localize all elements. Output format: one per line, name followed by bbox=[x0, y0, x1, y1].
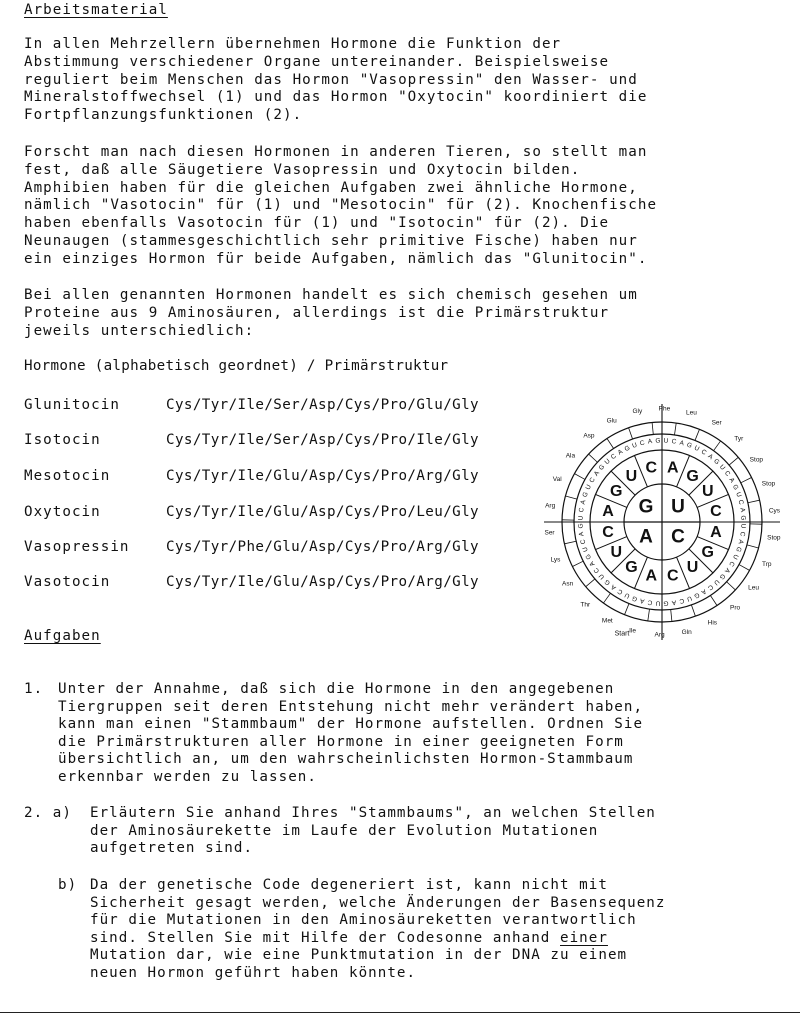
code-sun-amino-acid: Glu bbox=[606, 417, 617, 425]
code-sun-base-3: C bbox=[588, 476, 597, 485]
code-sun-base-3: U bbox=[734, 491, 743, 499]
hormone-row bbox=[24, 539, 544, 559]
code-sun-base-3: A bbox=[736, 538, 745, 545]
task-text-part: Mutation dar, wie eine Punktmutation in der DNA zu einem neuen Hormon geführt haben könnte. bbox=[90, 947, 628, 981]
task-number: 1. bbox=[24, 681, 44, 697]
task-emphasis: einer bbox=[560, 929, 608, 946]
code-sun-base-3: G bbox=[597, 463, 607, 472]
code-sun-outer-tick bbox=[574, 474, 585, 480]
code-sun-base-3: G bbox=[717, 572, 727, 581]
code-sun-outer-tick bbox=[748, 500, 760, 503]
code-sun-amino-acid: Stop bbox=[749, 456, 764, 464]
code-sun-amino-acid: Gly bbox=[632, 408, 643, 416]
code-sun-start-label: Start bbox=[614, 630, 630, 638]
code-sun-base-3: A bbox=[578, 531, 586, 537]
code-sun-outer-tick bbox=[741, 477, 752, 482]
code-sun-amino-acid: Pro bbox=[730, 604, 741, 612]
code-sun-base-3: U bbox=[717, 463, 727, 472]
code-sun-base-3: U bbox=[597, 572, 607, 581]
code-sun-base-3: C bbox=[727, 559, 736, 568]
code-sun-amino-acid: Ala bbox=[565, 452, 576, 460]
hormone-row bbox=[24, 397, 544, 417]
bottom-divider bbox=[0, 1012, 800, 1013]
code-sun-base-3: U bbox=[693, 444, 701, 453]
code-sun-amino-acid: Tyr bbox=[734, 435, 744, 443]
code-sun-base-3: A bbox=[706, 452, 715, 462]
code-sun-base-2: U bbox=[686, 559, 699, 577]
code-sun-base-3: C bbox=[639, 439, 646, 448]
hormone-sequence: Cys/Tyr/Ile/Glu/Asp/Cys/Pro/Leu/Gly bbox=[166, 504, 479, 520]
code-sun-outer-tick bbox=[625, 604, 629, 615]
code-sun-base-2: G bbox=[701, 544, 714, 562]
code-sun-base-1: A bbox=[639, 526, 653, 548]
code-sun-outer-tick bbox=[674, 423, 676, 435]
code-sun-base-3: A bbox=[722, 566, 732, 575]
code-sun-amino-acid: Stop bbox=[767, 534, 781, 542]
code-sun-base-3: A bbox=[616, 448, 625, 457]
code-sun-base-3: U bbox=[603, 457, 612, 467]
code-sun-base-3: C bbox=[592, 566, 602, 575]
code-sun-base-3: U bbox=[712, 577, 721, 587]
code-sun-amino-acid: Leu bbox=[685, 409, 697, 417]
code-sun-outer-tick bbox=[565, 496, 577, 499]
code-sun-base-3: C bbox=[616, 587, 625, 596]
code-sun-base-3: G bbox=[603, 577, 612, 587]
code-sun-base-3: C bbox=[678, 596, 685, 605]
hormone-sequence: Cys/Tyr/Ile/Glu/Asp/Cys/Pro/Arg/Gly bbox=[166, 468, 479, 484]
code-sun-amino-acid: Stop bbox=[761, 480, 776, 488]
hormone-row bbox=[24, 432, 544, 452]
code-sun-base-2: U bbox=[625, 467, 638, 485]
code-sun-base-3: U bbox=[739, 523, 747, 529]
code-sun-base-3: G bbox=[655, 437, 661, 445]
code-sun-base-2: U bbox=[701, 482, 714, 500]
hormone-name: Vasopressin bbox=[24, 539, 130, 555]
hormone-sequence: Cys/Tyr/Ile/Ser/Asp/Cys/Pro/Glu/Gly bbox=[166, 397, 479, 413]
code-sun-base-3: C bbox=[579, 538, 588, 545]
code-sun-base-3: C bbox=[738, 531, 746, 537]
hormone-sequence: Cys/Tyr/Phe/Glu/Asp/Cys/Pro/Arg/Gly bbox=[166, 539, 479, 555]
code-sun-outer-tick bbox=[710, 595, 717, 605]
code-sun-amino-acid: Trp bbox=[762, 560, 772, 568]
code-sun-outer-tick bbox=[671, 610, 672, 622]
task-number: b) bbox=[58, 877, 78, 893]
code-sun-amino-acid: His bbox=[707, 619, 718, 627]
code-sun-outer-tick bbox=[695, 429, 699, 440]
code-sun-outer-tick bbox=[589, 454, 598, 462]
hormone-sequence: Cys/Tyr/Ile/Glu/Asp/Cys/Pro/Arg/Gly bbox=[166, 574, 479, 590]
code-sun-base-3: G bbox=[663, 599, 669, 607]
code-sun-amino-acid: Leu bbox=[748, 584, 760, 592]
code-sun-base-1: G bbox=[638, 496, 654, 518]
code-sun-base-3: A bbox=[579, 499, 588, 506]
task-number: 2. a) bbox=[24, 805, 72, 821]
table-title: Hormone (alphabetisch geordnet) / Primärstruktur bbox=[24, 358, 449, 374]
code-sun-amino-acid: Ser bbox=[544, 529, 555, 537]
code-sun-base-2: C bbox=[710, 502, 722, 520]
code-sun-base-3: G bbox=[623, 444, 632, 454]
code-sun-base-3: G bbox=[692, 590, 701, 600]
code-sun-outer-tick bbox=[747, 545, 759, 548]
code-sun-base-2: U bbox=[610, 544, 623, 562]
code-sun-base-3: A bbox=[609, 582, 618, 592]
code-sun-base-3: U bbox=[655, 599, 661, 607]
code-sun-amino-acid: Met bbox=[601, 617, 613, 625]
code-sun-base-3: A bbox=[588, 559, 597, 568]
code-sun-base-3: C bbox=[578, 507, 586, 513]
code-sun-outer-tick bbox=[691, 605, 695, 616]
task-text-part: Da der genetische Code degeneriert ist, kann nicht mit Sicherheit gesagt werden, welche Änderungen der Basensequenz für die Mutationen in den Aminosäureketten verantwortlich sind. Stellen Sie mit Hilfe der Codesonne anhand bbox=[90, 877, 666, 946]
code-sun-base-3: A bbox=[647, 438, 653, 446]
code-sun-amino-acid: Ser bbox=[711, 419, 722, 427]
code-sun-amino-acid: Thr bbox=[580, 601, 591, 609]
code-sun-base-3: G bbox=[712, 457, 721, 467]
code-sun-outer-tick bbox=[564, 541, 576, 544]
code-sun-base-3: U bbox=[623, 591, 631, 600]
hormone-name: Glunitocin bbox=[24, 397, 120, 413]
code-sun-outer-tick bbox=[729, 457, 738, 465]
code-sun-base-2: G bbox=[610, 482, 623, 500]
code-sun-base-3: C bbox=[706, 582, 715, 592]
code-sun-base-3: C bbox=[647, 598, 653, 606]
code-sun-outer-tick bbox=[652, 422, 653, 434]
code-sun-outer-tick bbox=[648, 609, 650, 621]
code-sun-base-3: A bbox=[699, 587, 708, 596]
code-sun-base-3: C bbox=[609, 452, 618, 462]
code-sun-base-3: A bbox=[738, 507, 746, 513]
code-sun-base-2: G bbox=[625, 559, 638, 577]
code-sun-outer-tick bbox=[586, 579, 595, 587]
code-sun-amino-acid: Asp bbox=[583, 432, 595, 440]
code-sun-base-3: G bbox=[581, 491, 590, 499]
code-sun-amino-acid: Asn bbox=[562, 580, 574, 588]
code-sun-base-3: A bbox=[639, 596, 646, 605]
code-sun-amino-acid: Gln bbox=[681, 628, 692, 636]
code-sun-base-3: A bbox=[592, 469, 602, 478]
code-sun-base-3: U bbox=[581, 545, 590, 553]
task-text: Unter der Annahme, daß sich die Hormone in den angegebenen Tiergruppen seit deren Entstehung nicht mehr verändert haben, kann man einen "Stammbaum" der Hormone aufstellen. Ordnen Sie die Primärstrukturen aller Hormone in einer geeigneten Form übersichtlich an, um den wahrscheinlichsten Hormon-Stammbaum erkennbar werden zu lassen. bbox=[58, 681, 644, 785]
code-sun-base-3: A bbox=[727, 476, 736, 485]
task-text: Erläutern Sie anhand Ihres "Stammbaums", an welchen Stellen der Aminosäurekette im Laufe der Evolution Mutationen aufgetreten sind. bbox=[90, 805, 656, 856]
code-sun-base-2: A bbox=[602, 502, 614, 520]
code-sun-base-2: A bbox=[666, 459, 679, 477]
code-sun-base-3: C bbox=[699, 448, 708, 457]
hormone-name: Mesotocin bbox=[24, 468, 111, 484]
code-sun-base-3: G bbox=[739, 515, 747, 521]
code-sun-base-2: A bbox=[710, 524, 722, 542]
code-sun-outer-tick bbox=[739, 565, 750, 571]
code-sun-amino-acid: Arg bbox=[545, 502, 556, 510]
code-sun-base-3: G bbox=[730, 483, 740, 492]
code-sun-base-2: C bbox=[666, 567, 679, 585]
code-sun-base-3: C bbox=[736, 499, 745, 506]
task-text bbox=[90, 877, 666, 982]
code-sun-base-2: C bbox=[602, 524, 614, 542]
code-sun-base-3: C bbox=[722, 469, 732, 478]
code-sun-base-3: A bbox=[671, 598, 677, 606]
paragraph-intro: In allen Mehrzellern übernehmen Hormone die Funktion der Abstimmung verschiedener Organe untereinander. Beispielsweise reguliert beim Menschen das Hormon "Vasopressin" den Wasser- und Mineralstoffwechsel (1) und das Hormon "Oxytocin" koordiniert die Fortpflanzungsfunktionen (2). bbox=[24, 36, 648, 124]
code-sun-amino-acid: Cys bbox=[768, 507, 781, 515]
code-sun-outer-tick bbox=[607, 438, 614, 448]
code-sun-base-2: A bbox=[645, 567, 658, 585]
hormone-name: Oxytocin bbox=[24, 504, 101, 520]
hormone-row bbox=[24, 504, 544, 524]
code-sun-base-2: C bbox=[645, 459, 658, 477]
code-sun-base-3: C bbox=[671, 438, 677, 446]
code-sun-amino-acid: Arg bbox=[654, 631, 665, 639]
code-sun-base-3: U bbox=[685, 594, 693, 603]
code-sun-base-3: U bbox=[584, 483, 593, 491]
paragraph-proteins: Bei allen genannten Hormonen handelt es sich chemisch gesehen um Proteine aus 9 Aminosäuren, allerdings ist die Primärstruktur jeweils unterschiedlich: bbox=[24, 287, 638, 339]
section-heading-arbeitsmaterial: Arbeitsmaterial bbox=[24, 2, 168, 18]
code-sun-base-1: C bbox=[671, 526, 685, 548]
code-sun-outer-tick bbox=[727, 582, 736, 590]
code-sun-amino-acid: Lys bbox=[550, 556, 561, 564]
code-sun-base-3: U bbox=[577, 515, 585, 521]
code-sun-base-3: U bbox=[631, 441, 639, 450]
code-sun-outer-tick bbox=[714, 441, 721, 451]
hormone-name: Isotocin bbox=[24, 432, 101, 448]
hormone-name: Vasotocin bbox=[24, 574, 111, 590]
code-sun-amino-acid: Phe bbox=[658, 405, 671, 413]
code-sun-base-3: G bbox=[734, 545, 743, 553]
code-sun-base-3: G bbox=[685, 441, 693, 450]
code-sun-base-3: G bbox=[584, 552, 594, 561]
code-sun-base-3: G bbox=[631, 594, 639, 603]
code-sun-diagram bbox=[540, 402, 784, 642]
code-sun-base-3: A bbox=[678, 439, 685, 448]
code-sun-base-3: U bbox=[663, 437, 669, 445]
code-sun-base-2: G bbox=[686, 467, 699, 485]
section-heading-aufgaben: Aufgaben bbox=[24, 628, 101, 644]
paragraph-hormones-animals: Forscht man nach diesen Hormonen in anderen Tieren, so stellt man fest, daß alle Säugetiere Vasopressin und Oxytocin bilden. Amphibien haben für die gleichen Aufgaben zwei ähnliche Hormone, nämlich "Vasotocin" für (1) und "Mesotocin" für (2). Knochenfische haben ebenfalls Vasotocin für (1) und "Isotocin" für (2). Die Neunaugen (stammesgeschichtlich sehr primitive Fische) haben nur ein einziges Hormon für beide Aufgaben, nämlich das "Glunitocin". bbox=[24, 144, 658, 267]
code-sun-outer-tick bbox=[603, 593, 610, 603]
code-sun-outer-tick bbox=[572, 561, 583, 566]
hormone-sequence: Cys/Tyr/Ile/Ser/Asp/Cys/Pro/Ile/Gly bbox=[166, 432, 479, 448]
code-sun-outer-tick bbox=[629, 428, 633, 439]
hormone-row bbox=[24, 468, 544, 488]
hormone-row bbox=[24, 574, 544, 594]
code-sun-base-3: G bbox=[577, 523, 585, 529]
code-sun-base-1: U bbox=[671, 496, 685, 518]
code-sun-amino-acid: Val bbox=[552, 476, 562, 484]
code-sun-amino-acid: Ile bbox=[629, 627, 637, 635]
code-sun-base-3: U bbox=[731, 553, 740, 561]
